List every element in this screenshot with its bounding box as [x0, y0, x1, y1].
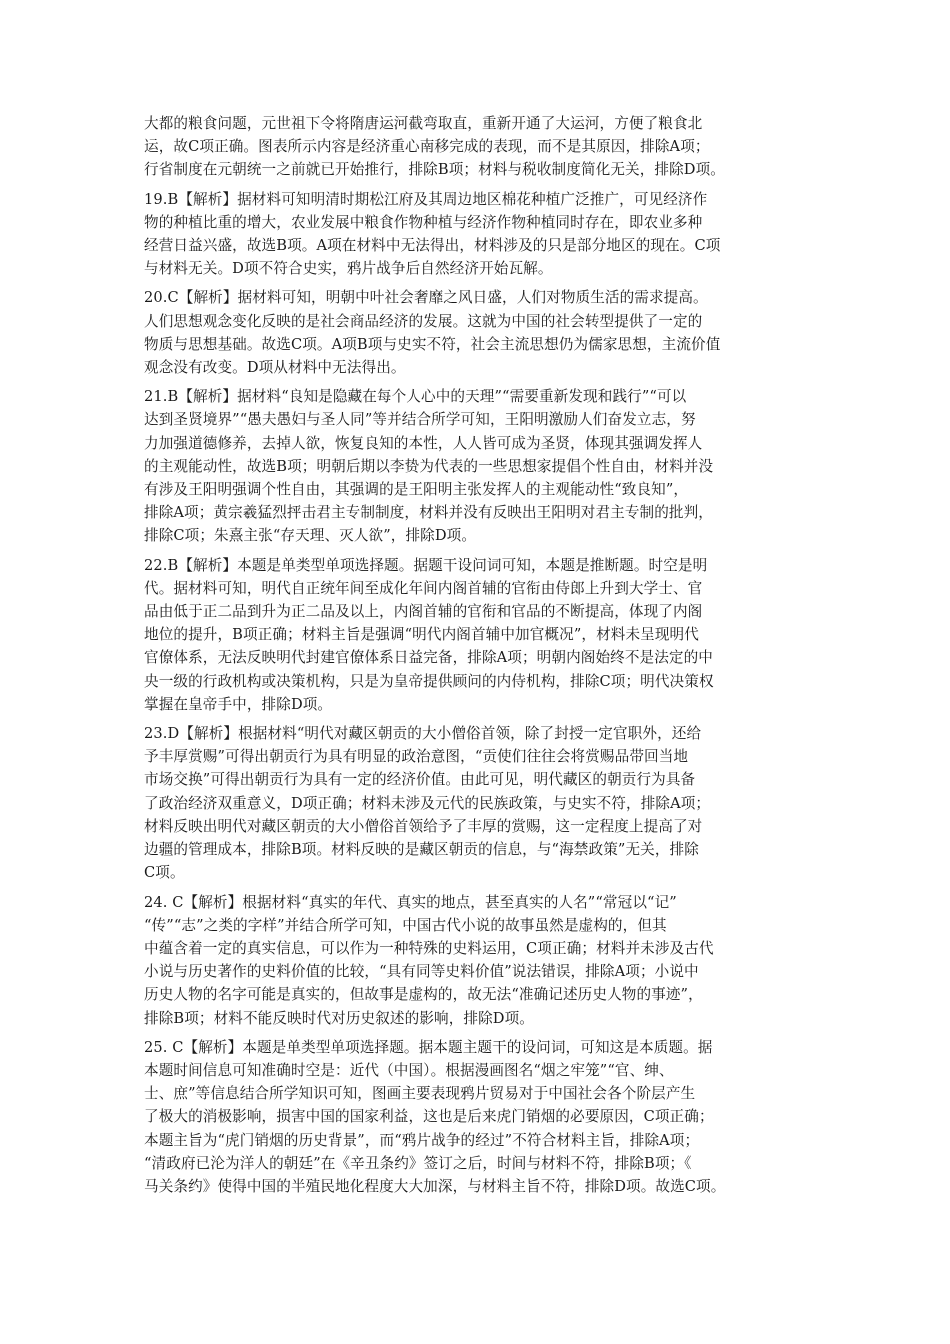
text-line: 中蕴含着一定的真实信息，可以作为一种特殊的史料运用，C项正确；材料并未涉及古代 — [144, 939, 714, 957]
text-line: 了极大的消极影响，损害中国的国家利益，这也是后来虎门销烟的必要原因，C项正确； — [144, 1108, 714, 1126]
text-line: 达到圣贤境界”“愚夫愚妇与圣人同”等并结合所学可知，王阳明激励人们奋发立志，努 — [144, 411, 696, 429]
text-line: 排除C项；朱熹主张“存天理、灭人欲”，排除D项。 — [144, 527, 477, 545]
text-line: 地位的提升，B项正确；材料主旨是强调“明代内阁首辅中加官概况”，材料未呈现明代 — [144, 626, 699, 644]
text-line: 有涉及王阳明强调个性自由，其强调的是王阳明主张发挥人的主观能动性“致良知”， — [144, 481, 689, 499]
text-line: “传”“志”之类的字样”并结合所学可知，中国古代小说的故事虽然是虚构的，但其 — [144, 916, 667, 934]
text-line: 22.B【解析】本题是单类型单项选择题。据题干设问词可知，本题是推断题。时空是明 — [144, 556, 708, 574]
text-line: 物质与思想基础。故选C项。A项B项与史实不符，社会主流思想仍为儒家思想，主流价值 — [144, 335, 721, 353]
text-line: C项。 — [144, 864, 185, 882]
text-line: 人们思想观念变化反映的是社会商品经济的发展。这就为中国的社会转型提供了一定的 — [144, 312, 703, 330]
paragraph-q19-answer — [144, 188, 816, 281]
text-line: 25. C【解析】本题是单类型单项选择题。据本题主题干的设问词，可知这是本质题。据 — [144, 1038, 713, 1056]
paragraph-q25-answer — [144, 1036, 816, 1198]
text-line: 材料反映出明代对藏区朝贡的大小僧俗首领给予了丰厚的赏赐，这一定程度上提高了对 — [144, 817, 703, 835]
text-line: 小说与历史著作的史料价值的比较，“具有同等史料价值”说法错误，排除A项；小说中 — [144, 963, 699, 981]
text-line: 与材料无关。D项不符合史实，鸦片战争后自然经济开始瓦解。 — [144, 260, 553, 278]
paragraph-q20-answer — [144, 286, 816, 379]
paragraph-q23-answer — [144, 722, 816, 884]
text-line: 市场交换”可得出朝贡行为具有一定的经济价值。由此可见，明代藏区的朝贡行为具备 — [144, 771, 696, 789]
text-line: 24. C【解析】根据材料“真实的年代、真实的地点，甚至真实的人名”“常冠以“记” — [144, 893, 677, 911]
text-line: 本题时间信息可知准确时空是：近代（中国）。根据漫画图名“烟之牢笼”“官、绅、 — [144, 1061, 674, 1079]
text-line: 官僚体系，无法反映明代封建官僚体系日益完备，排除A项；明朝内阁始终不是法定的中 — [144, 649, 714, 667]
text-line: 代。据材料可知，明代自正统年间至成化年间内阁首辅的官衔由侍郎上升到大学士、官 — [144, 579, 703, 597]
text-line: 20.C【解析】据材料可知，明朝中叶社会奢靡之风日盛，人们对物质生活的需求提高。 — [144, 289, 708, 307]
text-line: 大都的粮食问题，元世祖下令将隋唐运河截弯取直，重新开通了大运河，方便了粮食北 — [144, 115, 703, 132]
text-line: 物的种植比重的增大，农业发展中粮食作物种植与经济作物种植同时存在，即农业多种 — [144, 213, 703, 231]
text-line: 21.B【解析】据材料“良知是隐藏在每个人心中的天理”“需要重新发现和践行”“可以 — [144, 388, 687, 406]
text-line: 排除A项；黄宗羲猛烈抨击君主专制制度，材料并没有反映出王阳明对君主专制的批判， — [144, 504, 714, 522]
paragraph-q18-answer — [144, 112, 816, 182]
text-line: 排除B项；材料不能反映时代对历史叙述的影响，排除D项。 — [144, 1009, 534, 1027]
text-line: 本题主旨为“虎门销烟的历史背景”，而“鸦片战争的经过”不符合材料主旨，排除A项； — [144, 1131, 700, 1149]
text-line: 掌握在皇帝手中，排除D项。 — [144, 695, 333, 713]
text-line: 了政治经济双重意义，D项正确；材料未涉及元代的民族政策，与史实不符，排除A项； — [144, 794, 711, 812]
text-line: 予丰厚赏赐”可得出朝贡行为具有明显的政治意图，“贡使们往往会将赏赐品带回当地 — [144, 748, 689, 766]
text-line: 马关条约》使得中国的半殖民地化程度大大加深，与材料主旨不符，排除D项。故选C项。 — [144, 1177, 726, 1195]
text-line: 23.D【解析】根据材料“明代对藏区朝贡的大小僧俗首领，除了封授一定官职外，还给 — [144, 725, 702, 743]
text-line: 观念没有改变。D项从材料中无法得出。 — [144, 359, 406, 377]
text-line: 经营日益兴盛，故选B项。A项在材料中无法得出，材料涉及的只是部分地区的现在。C项 — [144, 237, 721, 255]
document-page — [144, 112, 816, 1204]
text-line: 行省制度在元朝统一之前就已开始推行，排除B项；材料与税收制度简化无关，排除D项。 — [144, 161, 725, 179]
text-line: 央一级的行政机构或决策机构，只是为皇帝提供顾问的内侍机构，排除C项；明代决策权 — [144, 672, 714, 690]
text-line: 19.B【解析】据材料可知明清时期松江府及其周边地区棉花种植广泛推广，可见经济作 — [144, 190, 708, 208]
text-line: 边疆的管理成本，排除B项。材料反映的是藏区朝贡的信息，与“海禁政策”无关，排除 — [144, 841, 699, 859]
text-line: 士、庶”等信息结合所学知识可知，图画主要表现鸦片贸易对于中国社会各个阶层产生 — [144, 1085, 696, 1103]
text-line: 的主观能动性，故选B项；明朝后期以李贽为代表的一些思想家提倡个性自由，材料并没 — [144, 457, 714, 475]
text-line: 历史人物的名字可能是真实的，但故事是虚构的，故无法“准确记述历史人物的事迹”， — [144, 986, 703, 1004]
paragraph-q24-answer — [144, 891, 816, 1030]
paragraph-q22-answer — [144, 554, 816, 716]
text-line: “清政府已沦为洋人的朝廷”在《辛丑条约》签订之后，时间与材料不符，排除B项；《 — [144, 1154, 692, 1172]
text-line: 运，故C项正确。图表所示内容是经济重心南移完成的表现，而不是其原因，排除A项； — [144, 138, 710, 156]
text-line: 品由低于正二品到升为正二品及以上，内阁首辅的官衔和官品的不断提高，体现了内阁 — [144, 603, 703, 621]
text-line: 力加强道德修养，去掉人欲，恢复良知的本性，人人皆可成为圣贤，体现其强调发挥人 — [144, 434, 703, 452]
paragraph-q21-answer — [144, 385, 816, 547]
